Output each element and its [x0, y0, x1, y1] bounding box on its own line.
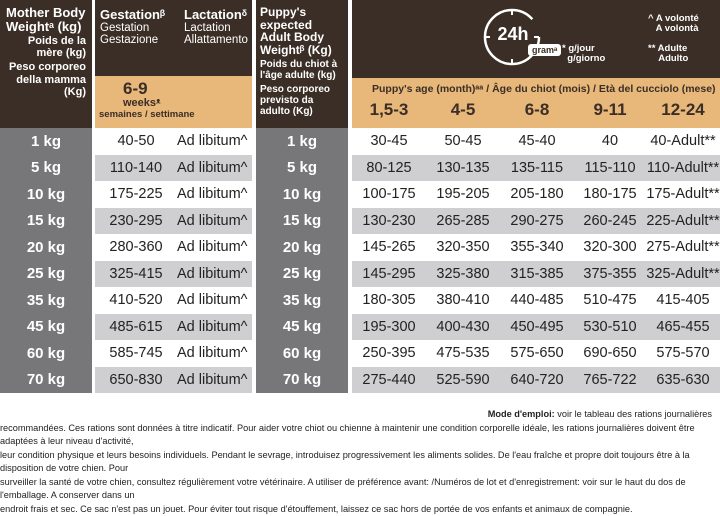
puppy-weight-cell: 1 kg: [256, 128, 348, 155]
gestation-cell: 650-830: [95, 367, 177, 394]
puppy-weight-cell: 20 kg: [256, 234, 348, 261]
mother-weight-cell: 5 kg: [0, 155, 92, 182]
age-col-header: 12-24: [646, 100, 720, 120]
ration-cell: 575-650: [500, 340, 574, 367]
puppy-weight-cell: 25 kg: [256, 261, 348, 288]
lactation-cell: Ad libitum^: [177, 234, 252, 261]
puppy-weight-cell: 10 kg: [256, 181, 348, 208]
ration-cell: 45-40: [500, 128, 574, 155]
gestation-it: Gestazione: [100, 34, 178, 46]
ration-cell: 320-350: [426, 234, 500, 261]
ration-cell: 765-722: [574, 367, 646, 394]
mother-weight-fr: Poids de la mère (kg): [6, 35, 86, 59]
ration-cell: 30-45: [352, 128, 426, 155]
puppy-weight-cell: 35 kg: [256, 287, 348, 314]
mother-weight-cell: 60 kg: [0, 340, 92, 367]
puppy-age-label: Puppy's age (month)ᵃᵃ / Âge du chiot (mois) / Età del cucciolo (mese): [372, 83, 716, 95]
gestation-cell: 40-50: [95, 128, 177, 155]
ration-cell: 130-230: [352, 208, 426, 235]
ration-cell: 320-300: [574, 234, 646, 261]
ration-cell: 225-Adult**: [646, 208, 720, 235]
ration-cell: 465-455: [646, 314, 720, 341]
puppy-weight-label: Puppy's expected Adult Body Weightᵝ (Kg): [260, 6, 344, 56]
footer-text: [0, 408, 720, 516]
lactation-cell: Ad libitum^: [177, 155, 252, 182]
ration-cell: 40: [574, 128, 646, 155]
ration-cell: 275-Adult**: [646, 234, 720, 261]
puppy-weight-cell: 5 kg: [256, 155, 348, 182]
gestation-cell: 110-140: [95, 155, 177, 182]
mother-weight-cell: 15 kg: [0, 208, 92, 235]
lactation-fr: Lactation: [184, 22, 254, 34]
lactation-cell: Ad libitum^: [177, 340, 252, 367]
gestation-cell: 175-225: [95, 181, 177, 208]
ration-cell: 115-110: [574, 155, 646, 182]
puppy-weight-header: [256, 0, 348, 128]
mother-weight-cell: 1 kg: [0, 128, 92, 155]
gestation-label: Gestationᵝ: [100, 8, 178, 22]
ration-cell: 175-Adult**: [646, 181, 720, 208]
gestation-cell: 585-745: [95, 340, 177, 367]
lactation-cell: Ad libitum^: [177, 287, 252, 314]
ration-cell: 510-475: [574, 287, 646, 314]
ration-cell: 110-Adult**: [646, 155, 720, 182]
gestation-cell: 485-615: [95, 314, 177, 341]
clock-label: 24h: [490, 24, 536, 45]
ration-cell: 145-265: [352, 234, 426, 261]
ration-cell: 530-510: [574, 314, 646, 341]
ration-cell: 325-Adult**: [646, 261, 720, 288]
puppy-weight-cell: 70 kg: [256, 367, 348, 394]
ration-cell: 260-245: [574, 208, 646, 235]
ration-cell: 290-275: [500, 208, 574, 235]
mother-weight-header: [0, 0, 92, 128]
lactation-cell: Ad libitum^: [177, 367, 252, 394]
ration-cell: 80-125: [352, 155, 426, 182]
mother-weight-cell: 35 kg: [0, 287, 92, 314]
lactation-cell: Ad libitum^: [177, 208, 252, 235]
footer-line-4: surveiller la santé de votre chien, consultez régulièrement votre vétérinaire. A utiliser de préférence avant: /Numéros de lot et d'enregistrement: voir sur le haut du dos de l'emballage. A conserver dans un: [0, 476, 720, 503]
lactation-cell: Ad libitum^: [177, 128, 252, 155]
ration-cell: 415-405: [646, 287, 720, 314]
age-col-header: 6-8: [500, 100, 574, 120]
ration-cell: 195-300: [352, 314, 426, 341]
ration-cell: 380-410: [426, 287, 500, 314]
lactation-cell: Ad libitum^: [177, 314, 252, 341]
age-col-header: 1,5-3: [352, 100, 426, 120]
mode-text: voir le tableau des rations journalières: [555, 409, 712, 419]
gestation-cell: 325-415: [95, 261, 177, 288]
ration-cell: 325-380: [426, 261, 500, 288]
mother-weight-label: Mother Body Weightᵃ (kg): [6, 6, 86, 33]
lactation-it: Allattamento: [184, 34, 254, 46]
mother-weight-cell: 45 kg: [0, 314, 92, 341]
weeks-range: 6-9: [123, 80, 252, 97]
ad-libitum-note: ^ A volonté A volontà: [648, 14, 699, 35]
puppy-weight-cell: 45 kg: [256, 314, 348, 341]
weeks-header: [95, 76, 252, 128]
ration-cell: 400-430: [426, 314, 500, 341]
lactation-cell: Ad libitum^: [177, 181, 252, 208]
mother-weight-cell: 10 kg: [0, 181, 92, 208]
gram-fr-it: * g/jour g/giorno: [562, 44, 605, 65]
ration-cell: 130-135: [426, 155, 500, 182]
age-col-header: 4-5: [426, 100, 500, 120]
mother-weight-it: Peso corporeo della mamma (Kg): [6, 61, 86, 97]
lactation-cell: Ad libitum^: [177, 261, 252, 288]
gram-badge: gramᵃ: [528, 44, 561, 56]
adult-note: ** Adulte Adulto: [648, 44, 688, 65]
ration-cell: 135-115: [500, 155, 574, 182]
puppy-weight-fr: Poids du chiot à l'âge adulte (kg): [260, 59, 344, 81]
puppy-weight-it: Peso corporeo previsto da adulto (Kg): [260, 84, 344, 117]
ration-cell: 50-45: [426, 128, 500, 155]
mother-weight-cell: 70 kg: [0, 367, 92, 394]
ration-cell: 315-385: [500, 261, 574, 288]
ration-cell: 690-650: [574, 340, 646, 367]
gestation-fr: Gestation: [100, 22, 178, 34]
ration-cell: 250-395: [352, 340, 426, 367]
ration-cell: 100-175: [352, 181, 426, 208]
weeks-fr-it: semaines / settimane: [99, 109, 252, 120]
gestation-cell: 410-520: [95, 287, 177, 314]
mother-weight-cell: 25 kg: [0, 261, 92, 288]
gestation-cell: 280-360: [95, 234, 177, 261]
ration-cell: 375-355: [574, 261, 646, 288]
gestation-col-label: [100, 8, 178, 46]
puppy-weight-cell: 60 kg: [256, 340, 348, 367]
weeks-label: weeksᵜ: [123, 97, 252, 109]
ration-cell: 265-285: [426, 208, 500, 235]
gestation-cell: 230-295: [95, 208, 177, 235]
lactation-col-label: [184, 8, 254, 46]
ration-cell: 195-205: [426, 181, 500, 208]
footer-line-5: endroit frais et sec. Ce sac n'est pas un jouet. Pour éviter tout risque d'étouffement, laissez ce sac hors de portée de vos enfants et animaux de compagnie.: [0, 503, 720, 516]
ration-cell: 475-535: [426, 340, 500, 367]
mother-weight-cell: 20 kg: [0, 234, 92, 261]
ration-cell: 440-485: [500, 287, 574, 314]
ration-cell: 205-180: [500, 181, 574, 208]
ration-cell: 640-720: [500, 367, 574, 394]
ration-cell: 180-175: [574, 181, 646, 208]
footer-line-2: recommandées. Ces rations sont données à titre indicatif. Pour aider votre chiot ou chienne à maintenir une condition corporelle idéale, les rations journalières doivent être adaptées à leur niveau d'activité,: [0, 422, 720, 449]
ration-cell: 525-590: [426, 367, 500, 394]
age-col-header: 9-11: [574, 100, 646, 120]
ration-cell: 180-305: [352, 287, 426, 314]
mode-label: Mode d'emploi:: [488, 409, 555, 419]
ration-cell: 355-340: [500, 234, 574, 261]
ration-cell: 575-570: [646, 340, 720, 367]
ration-cell: 450-495: [500, 314, 574, 341]
footer-line-3: leur condition physique et leurs besoins individuels. Pendant le sevrage, introduisez progressivement les aliments solides. De l'eau fraîche et propre doit toujours être à la disposition de votre chien. Pour: [0, 449, 720, 476]
ration-cell: 40-Adult**: [646, 128, 720, 155]
lactation-label: Lactationᵟ: [184, 8, 254, 22]
puppy-weight-cell: 15 kg: [256, 208, 348, 235]
ration-cell: 145-295: [352, 261, 426, 288]
ration-cell: 275-440: [352, 367, 426, 394]
ration-cell: 635-630: [646, 367, 720, 394]
